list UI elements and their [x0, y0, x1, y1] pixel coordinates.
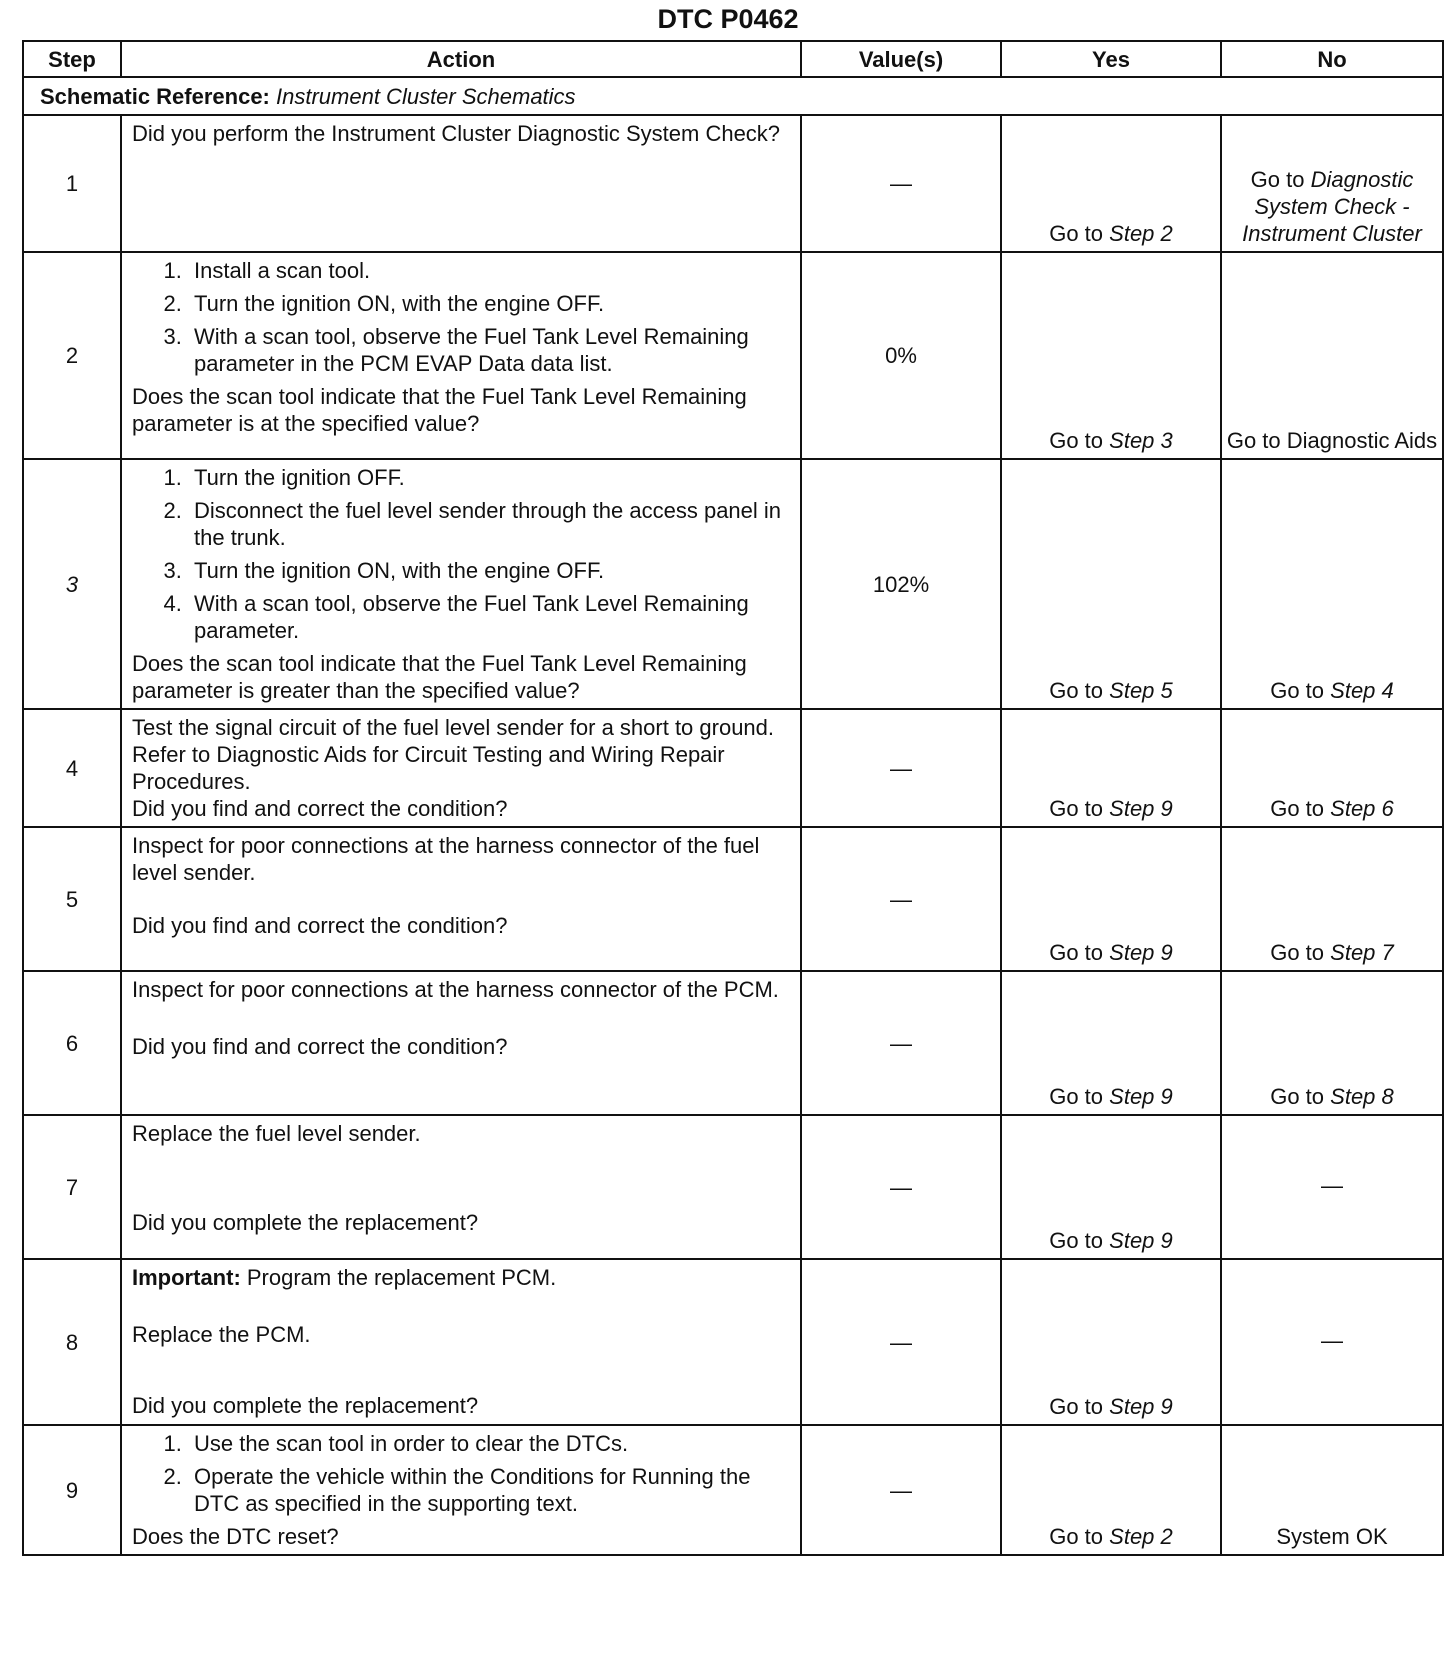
step-action [121, 709, 801, 827]
list-item: 1. Install a scan tool. [188, 257, 792, 284]
step-value: — [801, 1115, 1001, 1259]
step-number: 7 [23, 1115, 121, 1259]
step-action [121, 827, 801, 971]
step-question: Does the DTC reset? [132, 1524, 339, 1549]
list-item: 1. Turn the ignition OFF. [188, 464, 792, 491]
no-cell: System OK [1221, 1425, 1443, 1555]
yes-step-ref: Step 9 [1109, 1228, 1173, 1253]
no-cell [1221, 709, 1443, 827]
list-item: 4. With a scan tool, observe the Fuel Tank Level Remaining parameter. [188, 590, 792, 644]
yes-step-ref: Step 9 [1109, 796, 1173, 821]
go-to-text: Go to [1049, 796, 1104, 821]
step-question: Did you complete the replacement? [132, 1393, 479, 1418]
step-action [121, 1115, 801, 1259]
go-to-text: Go to [1049, 1524, 1104, 1549]
important-note [132, 1264, 792, 1291]
no-step-ref: Step 7 [1330, 940, 1394, 965]
step-number: 5 [23, 827, 121, 971]
yes-step-ref: Step 9 [1109, 1394, 1173, 1419]
step-question: Does the scan tool indicate that the Fuel Tank Level Remaining parameter is greater than the specified value? [132, 651, 747, 703]
step-value: 0% [801, 252, 1001, 459]
step-number: 8 [23, 1259, 121, 1425]
no-cell [1221, 827, 1443, 971]
yes-cell [1001, 115, 1221, 252]
spacer [132, 1291, 792, 1321]
yes-cell [1001, 1115, 1221, 1259]
step-action [121, 971, 801, 1115]
yes-step-ref: Step 5 [1109, 678, 1173, 703]
step-question: Did you find and correct the condition? [132, 913, 508, 938]
step-number: 9 [23, 1425, 121, 1555]
go-to-text: Go to [1270, 796, 1325, 821]
go-to-text: Go to [1049, 1084, 1104, 1109]
go-to-text: Go to [1270, 1084, 1325, 1109]
table-row [23, 971, 1443, 1115]
no-step-ref: Step 4 [1330, 678, 1394, 703]
step-action [121, 252, 801, 459]
step-value: — [801, 1259, 1001, 1425]
step-action [121, 1425, 801, 1555]
table-row [23, 459, 1443, 709]
important-text: Program the replacement PCM. [240, 1265, 557, 1290]
step-text: Inspect for poor connections at the harness connector of the fuel level sender. [132, 833, 760, 885]
no-step-ref: Step 8 [1330, 1084, 1394, 1109]
go-to-text: Go to [1049, 1394, 1104, 1419]
go-to-text: Go to [1270, 678, 1325, 703]
no-cell: — [1221, 1115, 1443, 1259]
go-to-text: Go to [1049, 428, 1104, 453]
step-list [132, 464, 792, 644]
no-cell: Go to Diagnostic Aids [1221, 252, 1443, 459]
yes-cell [1001, 1259, 1221, 1425]
no-cell [1221, 459, 1443, 709]
table-row [23, 1425, 1443, 1555]
yes-step-ref: Step 9 [1109, 940, 1173, 965]
step-question: Did you find and correct the condition? [132, 796, 508, 821]
schematic-label: Schematic Reference: [40, 83, 270, 109]
important-label: Important: [132, 1265, 241, 1290]
step-list [132, 257, 792, 377]
yes-step-ref: Step 2 [1109, 221, 1173, 246]
table-row [23, 252, 1443, 459]
page-title: DTC P0462 [657, 4, 799, 34]
no-cell [1221, 115, 1443, 252]
yes-cell [1001, 252, 1221, 459]
step-number: 6 [23, 971, 121, 1115]
step-question: Did you find and correct the condition? [132, 1034, 508, 1059]
yes-cell [1001, 1425, 1221, 1555]
header-values: Value(s) [801, 41, 1001, 77]
spacer [132, 1147, 792, 1209]
step-question: Did you perform the Instrument Cluster Diagnostic System Check? [132, 121, 781, 146]
header-yes: Yes [1001, 41, 1221, 77]
spacer [132, 1348, 792, 1392]
step-value: — [801, 971, 1001, 1115]
table-row [23, 1259, 1443, 1425]
step-value: — [801, 709, 1001, 827]
step-value: 102% [801, 459, 1001, 709]
schematic-row [23, 77, 1443, 115]
step-number: 3 [23, 459, 121, 709]
table-row [23, 709, 1443, 827]
header-action: Action [121, 41, 801, 77]
table-row [23, 115, 1443, 252]
list-item: 2. Turn the ignition ON, with the engine OFF. [188, 290, 792, 317]
step-number: 2 [23, 252, 121, 459]
step-text: Replace the fuel level sender. [132, 1121, 421, 1146]
yes-cell [1001, 459, 1221, 709]
list-item: 2. Disconnect the fuel level sender through the access panel in the trunk. [188, 497, 792, 551]
no-cell: — [1221, 1259, 1443, 1425]
step-action [121, 115, 801, 252]
step-value: — [801, 115, 1001, 252]
spacer [132, 886, 792, 912]
step-text: Inspect for poor connections at the harness connector of the PCM. [132, 977, 779, 1002]
list-item: 3. Turn the ignition ON, with the engine OFF. [188, 557, 792, 584]
go-to-text: Go to [1049, 221, 1104, 246]
table-row [23, 827, 1443, 971]
schematic-reference [23, 77, 1443, 115]
step-text: Test the signal circuit of the fuel level sender for a short to ground. Refer to Diagnostic Aids for Circuit Testing and Wiring Repair Procedures. [132, 715, 775, 794]
header-step: Step [23, 41, 121, 77]
yes-cell [1001, 709, 1221, 827]
go-to-text: Go to [1049, 1228, 1104, 1253]
spacer [132, 1003, 792, 1033]
list-item: 2. Operate the vehicle within the Conditions for Running the DTC as specified in the supporting text. [188, 1463, 792, 1517]
schematic-value: Instrument Cluster Schematics [276, 83, 576, 109]
step-number: 1 [23, 115, 121, 252]
header-row [23, 41, 1443, 77]
header-no: No [1221, 41, 1443, 77]
list-item: 3. With a scan tool, observe the Fuel Tank Level Remaining parameter in the PCM EVAP Data data list. [188, 323, 792, 377]
yes-step-ref: Step 2 [1109, 1524, 1173, 1549]
go-to-text: Go to [1250, 167, 1305, 192]
step-list [132, 1430, 792, 1517]
step-number: 4 [23, 709, 121, 827]
no-cell [1221, 971, 1443, 1115]
list-item: 1. Use the scan tool in order to clear the DTCs. [188, 1430, 792, 1457]
yes-cell [1001, 827, 1221, 971]
step-value: — [801, 827, 1001, 971]
yes-cell [1001, 971, 1221, 1115]
step-value: — [801, 1425, 1001, 1555]
step-question: Did you complete the replacement? [132, 1210, 479, 1235]
step-text: Replace the PCM. [132, 1322, 311, 1347]
table-row [23, 1115, 1443, 1259]
go-to-text: Go to [1049, 678, 1104, 703]
step-action [121, 1259, 801, 1425]
no-step-ref: Diagnostic System Check - Instrument Cluster [1242, 167, 1422, 246]
yes-step-ref: Step 3 [1109, 428, 1173, 453]
yes-step-ref: Step 9 [1109, 1084, 1173, 1109]
go-to-text: Go to [1049, 940, 1104, 965]
step-action [121, 459, 801, 709]
diagnostic-table [22, 40, 1444, 1556]
no-step-ref: Step 6 [1330, 796, 1394, 821]
go-to-text: Go to [1270, 940, 1325, 965]
step-question: Does the scan tool indicate that the Fuel Tank Level Remaining parameter is at the specified value? [132, 384, 747, 436]
